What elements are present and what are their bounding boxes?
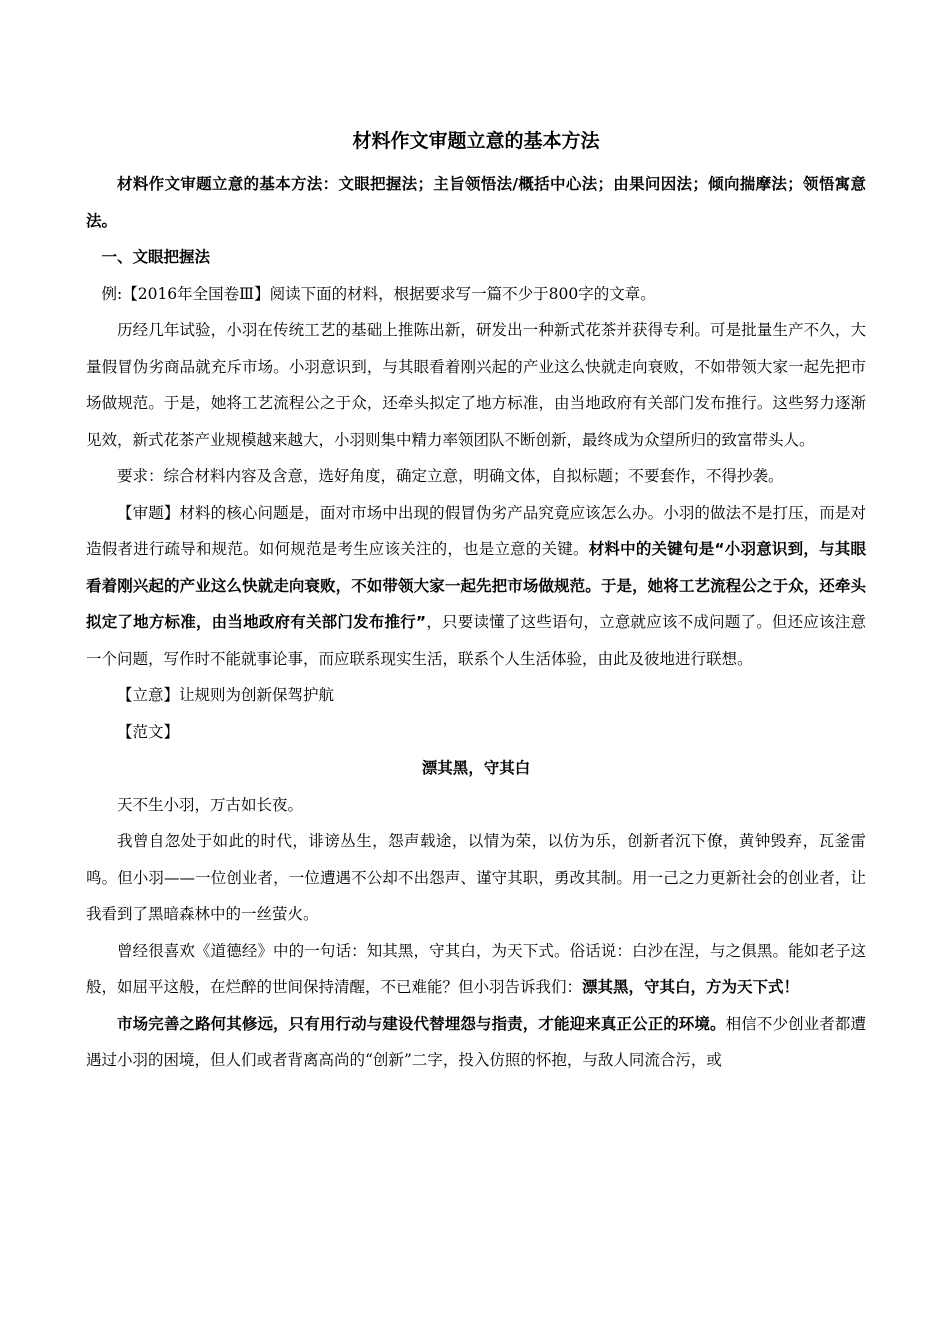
example-line: 例:【2016年全国卷Ⅲ】阅读下面的材料，根据要求写一篇不少于800字的文章。 — [101, 284, 656, 303]
essay-paragraph-4 — [86, 1006, 866, 1079]
intro-paragraph: 材料作文审题立意的基本方法：文眼把握法；主旨领悟法/概括中心法；由果问因法；倾向揣摩法；领悟寓意法。 — [86, 175, 866, 230]
analysis-paragraph — [86, 495, 866, 678]
theme-line: 【立意】让规则为创新保驾护航 — [117, 686, 335, 704]
essay-paragraph-3 — [86, 933, 866, 1006]
section-heading: 一、文眼把握法 — [101, 248, 211, 266]
essay-p4-text: 相信不少创业者都遭遇过小羽的困境，但人们或者背离高尚的“创新”二字，投入仿照的怀抱，与敌人同流合污，或 — [86, 1014, 866, 1069]
material-paragraph: 历经几年试验，小羽在传统工艺的基础上推陈出新，研发出一种新式花茶并获得专利。可是批量生产不久，大量假冒伪劣商品就充斥市场。小羽意识到，与其眼看着刚兴起的产业这么快就走向衰败，不如带领大家一起先把市场做规范。于是，她将工艺流程公之于众，还牵头拟定了地方标准，由当地政府有关部门发布推行。这些努力逐渐见效，新式花茶产业规模越来越大，小羽则集中精力率领团队不断创新，最终成为众望所归的致富带头人。 — [86, 321, 866, 449]
analysis-text-rest: ，只要读懂了这些语句，立意就应该不成问题了。但还应该注意一个问题，写作时不能就事论事，而应联系现实生活，联系个人生活体验，由此及彼地进行联想。 — [86, 613, 866, 668]
essay-paragraph-1: 天不生小羽，万古如长夜。 — [117, 795, 304, 814]
model-label: 【范文】 — [117, 722, 180, 741]
requirement-paragraph: 要求：综合材料内容及含意，选好角度，确定立意，明确文体，自拟标题；不要套作，不得抄袭。 — [117, 467, 784, 485]
essay-p4-bold: 市场完善之路何其修远，只有用行动与建设代替埋怨与指责，才能迎来真正公正的环境。 — [117, 1014, 726, 1033]
essay-p3-bold: 漂其黑，守其白，方为天下式！ — [582, 978, 800, 996]
essay-p3-text: 曾经很喜欢《道德经》中的一句话：知其黑，守其白，为天下式。俗话说：白沙在涅，与之俱黑。能如老子这般，如屈平这般，在烂醉的世间保持清醒，不已难能？但小羽告诉我们： — [86, 941, 866, 996]
document-title: 材料作文审题立意的基本方法 — [352, 130, 600, 152]
essay-paragraph-2: 我曾自忽处于如此的时代，诽谤丛生，怨声载途，以情为荣，以仿为乐，创新者沉下僚，黄钟毁弃，瓦釜雷鸣。但小羽——一位创业者，一位遭遇不公却不出怨声、谨守其职，勇改其制。用一己之力更新社会的创业者，让我看到了黑暗森林中的一丝萤火。 — [86, 832, 866, 923]
analysis-key-sentence: 材料中的关键句是“小羽意识到，与其眼看着刚兴起的产业这么快就走向衰败，不如带领大家一起先把市场做规范。于是，她将工艺流程公之于众，还牵头拟定了地方标准，由当地政府有关部门发布推行” — [86, 540, 866, 631]
analysis-text: 【审题】材料的核心问题是，面对市场中出现的假冒伪劣产品究竟应该怎么办。小羽的做法不是打压，而是对造假者进行疏导和规范。如何规范是考生应该关注的，也是立意的关键。 — [86, 503, 866, 558]
essay-title: 漂其黑，守其白 — [421, 759, 531, 777]
